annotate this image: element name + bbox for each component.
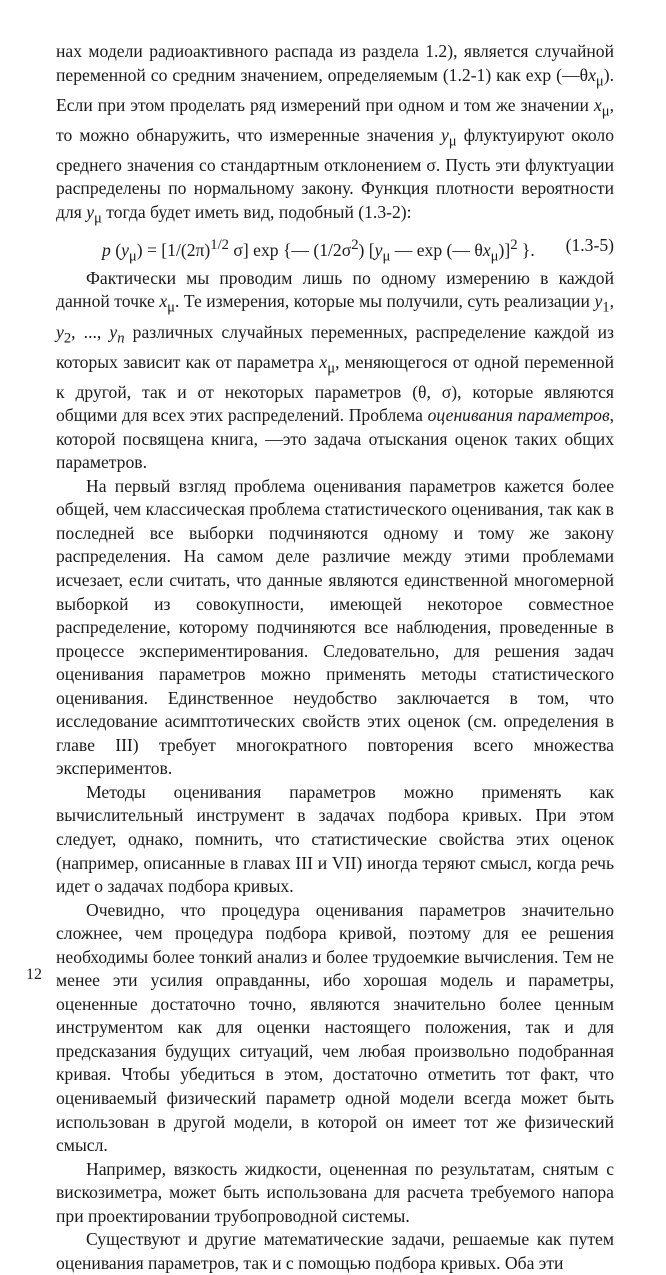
page-body (56, 40, 614, 1275)
paragraph-6: Например, вязкость жидкости, оцененная по результатам, снятым с вискозиметра, может быть использована для расчета требуемого напора при проектировании трубопроводной системы. (56, 1158, 614, 1226)
equation-formula: p $(y_\mu) = [1/(2\pi)^{1/2}$ σ] exp {— $(1/2\sigma^2)$ [$y_\mu$ — exp (— $\theta x_\mu)]^2$ }. (102, 236, 535, 265)
paragraph-4: Методы оценивания параметров можно применять как вычислительный инструмент в задачах подбора кривых. При этом следует, однако, помнить, что статистические свойства этих оценок (например, описанные в главах III и VII) иногда теряют смысл, когда речь идет о задачах подбора кривых. (56, 781, 614, 897)
paragraph-1: нах модели радиоактивного распада из раздела 1.2), является случайной переменной со средним значением, определяемым (1.2-1) как $\exp (—\theta x_\mu)$. Если при этом проделать ряд измерений при одном и том же значении $x_\mu$, то можно обнаружить, что измеренные значения $y_\mu$ флуктуируют около среднего значения со стандартным отклонением σ. Пусть эти флуктуации распределены по нормальному закону. Функция плотности вероятности для $y_\mu$ тогда будет иметь вид, подобный (1.3-2): (56, 41, 614, 227)
paragraph-5: Очевидно, что процедура оценивания параметров значительно сложнее, чем процедура подбора кривой, поэтому для ее решения необходимы более тонкий анализ и более трудоемкие вычисления. Тем не менее эти усилия оправданны, ибо хорошая модель и параметры, оцененные достаточно точно, являются значительно более ценным инструментом как для оценки настоящего положения, так и для предсказания будущих ситуаций, чем любая произвольно подобранная кривая. Чтобы убедиться в этом, достаточно отметить тот факт, что оцениваемый физический параметр одной модели всегда может быть использован в другой модели, в которой он имеет тот же физический смысл. (56, 899, 614, 1156)
equation-1-3-5 (56, 233, 614, 263)
paragraph-2: Фактически мы проводим лишь по одному измерению в каждой данной точке $x_\mu$. Те измерения, которые мы получили, суть реализации $y_1$, $y_2$, ..., $y_n$ различных случайных переменных, распределение каждой из которых зависит как от параметра $x_\mu$, меняющегося от одной переменной к другой, так и от некоторых параметров (θ, σ), которые являются общими для всех этих распределений. Проблема оценивания параметров, которой посвящена книга, —это задача отыскания оценок таких общих параметров. (56, 267, 615, 473)
paragraph-3: На первый взгляд проблема оценивания параметров кажется более общей, чем классическая проблема статистического оценивания, так как в последней все выборки подчиняются одному и тому же закону распределения. На самом деле различие между этими проблемами исчезает, если считать, что данные являются единственной многомерной выборкой из совокупности, имеющей некоторое совместное распределение, которому подчиняются все наблюдения, проведенные в процессе экспериментирования. Следовательно, для решения задач оценивания параметров можно применять методы статистического оценивания. Единственное неудобство заключается в том, что исследование асимптотических свойств этих оценок (см. определения в главе III) требует многократного повторения всего множества экспериментов. (56, 475, 614, 779)
equation-number: (1.3-5) (565, 234, 614, 255)
paragraph-7: Существуют и другие математические задачи, решаемые как путем оценивания параметров, так и с помощью подбора кривых. Оба эти (56, 1229, 614, 1273)
page-number: 12 (26, 966, 42, 983)
